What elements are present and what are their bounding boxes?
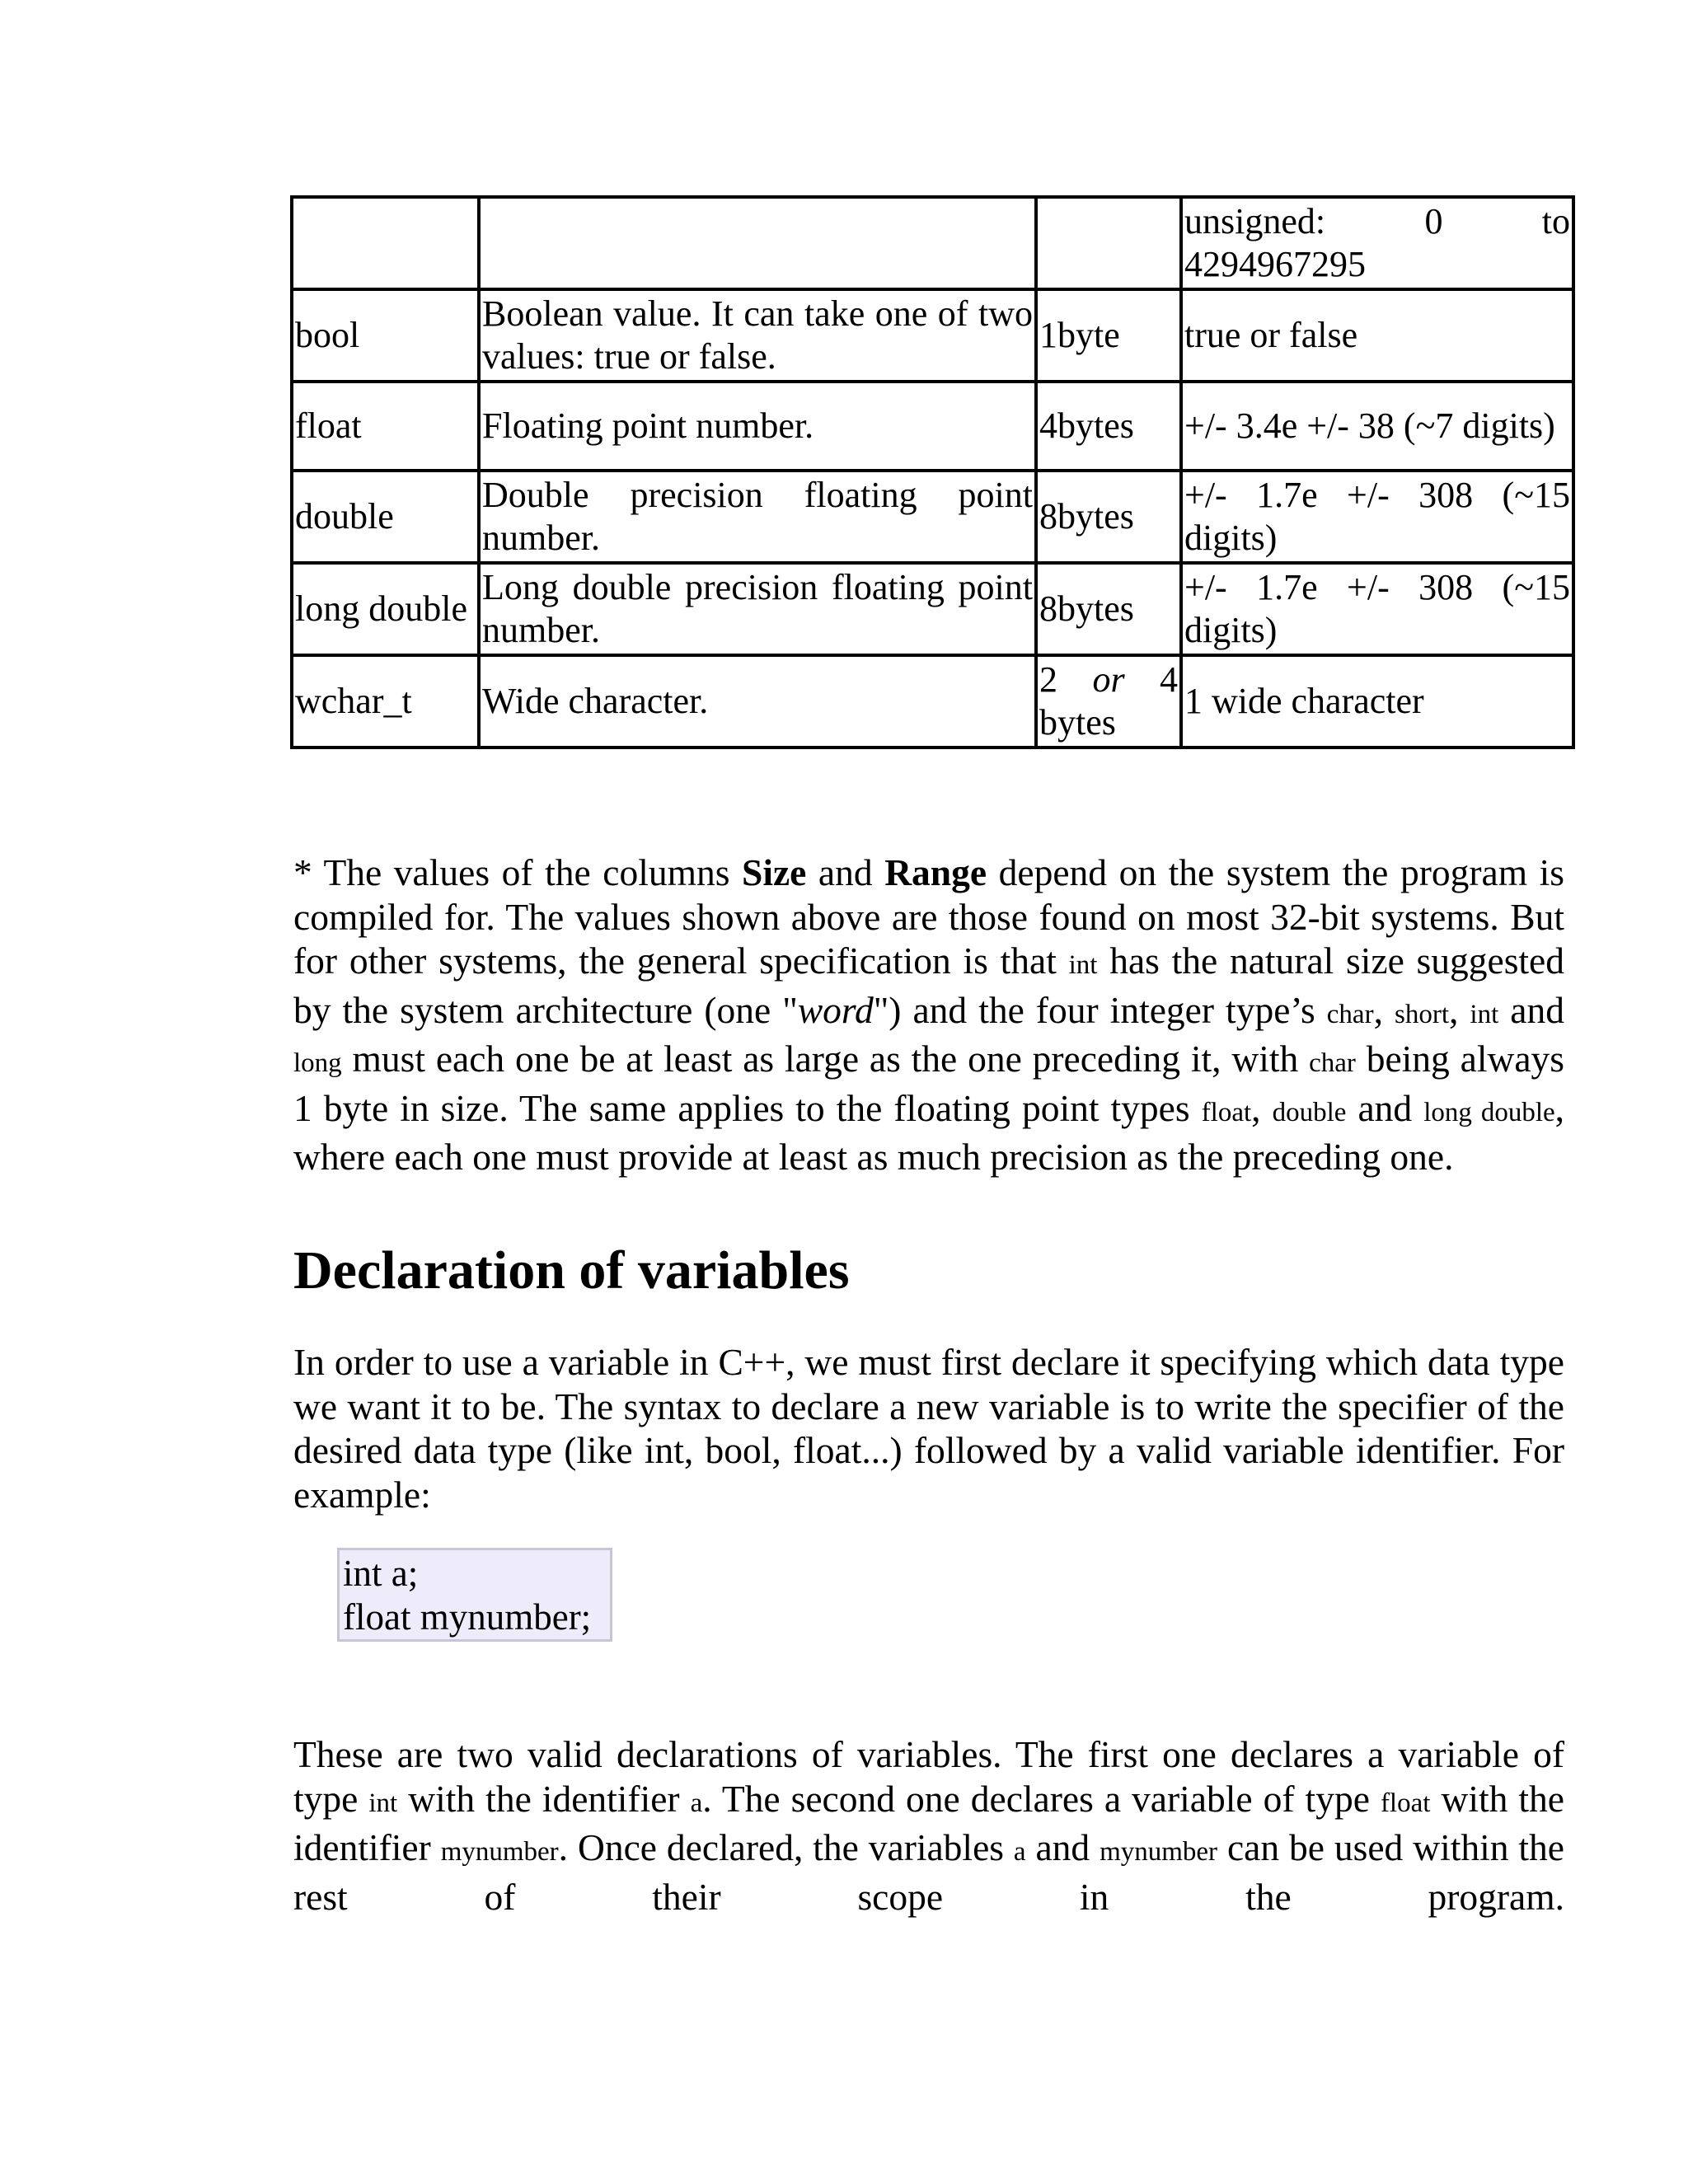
size-range-note — [293, 851, 1564, 1179]
inline-code: short — [1395, 999, 1449, 1029]
code-example-box — [337, 1548, 612, 1642]
size-cell — [1036, 655, 1181, 748]
description-cell: Long double precision floating point number. — [479, 563, 1036, 655]
table-row — [292, 382, 1573, 471]
size-cell — [1036, 197, 1181, 289]
table-row — [292, 563, 1573, 655]
data-types-table — [290, 195, 1575, 749]
description-cell: Boolean value. It can take one of two values: true or false. — [479, 289, 1036, 382]
note-text: * The values of the columns — [293, 851, 743, 893]
closing-text: and — [1025, 1826, 1100, 1868]
range-zero: 0 — [1424, 201, 1443, 241]
note-text: and — [1346, 1086, 1424, 1129]
inline-code: double — [1272, 1097, 1347, 1127]
note-text: and — [1498, 988, 1565, 1031]
range-cell — [1181, 197, 1573, 289]
size-cell: 1byte — [1036, 289, 1181, 382]
closing-text: can be used within the rest of their scope in the program. — [293, 1826, 1564, 1918]
range-label: unsigned: — [1184, 201, 1326, 241]
intro-paragraph: In order to use a variable in C++, we must first declare it specifying which data type we want it to be. The syntax to declare a new variable is to write the specifier of the desired data type (like int, bool, float...) followed by a valid variable identifier. For example: — [293, 1341, 1564, 1516]
inline-code: a — [1013, 1837, 1026, 1867]
type-name-cell — [292, 197, 479, 289]
inline-code: long — [293, 1048, 342, 1078]
size-cell: 8bytes — [1036, 563, 1181, 655]
description-cell — [479, 197, 1036, 289]
type-name-cell: double — [292, 471, 479, 563]
size-unit: bytes — [1039, 702, 1116, 743]
range-max: 4294967295 — [1184, 244, 1366, 284]
note-text: and — [806, 851, 885, 893]
closing-text: with the identifier — [293, 1777, 1564, 1868]
type-name-cell: float — [292, 382, 479, 471]
range-cell: 1 wide character — [1181, 655, 1573, 748]
range-to: to — [1541, 201, 1570, 241]
note-bold-range: Range — [884, 851, 987, 893]
code-line: int a; — [343, 1553, 419, 1594]
closing-text: . Once declared, the variables — [558, 1826, 1014, 1868]
section-heading: Declaration of variables — [293, 1240, 850, 1301]
size-cell: 4bytes — [1036, 382, 1181, 471]
range-cell: true or false — [1181, 289, 1573, 382]
note-text: has the natural size suggested by the system architecture (one " — [293, 940, 1565, 1031]
note-text: , — [1373, 988, 1395, 1031]
type-name-cell: long double — [292, 563, 479, 655]
inline-code: long double — [1423, 1097, 1555, 1127]
table-row — [292, 289, 1573, 382]
table-row — [292, 197, 1573, 289]
note-text: , — [1251, 1086, 1273, 1129]
inline-code: char — [1309, 1048, 1356, 1078]
note-text: , — [1449, 988, 1470, 1031]
closing-text: with the identifier — [397, 1777, 691, 1820]
inline-code: a — [690, 1788, 703, 1818]
inline-code: float — [1380, 1788, 1431, 1818]
note-bold-size: Size — [742, 851, 807, 893]
size-num: 2 — [1039, 659, 1057, 700]
description-cell: Double precision floating point number. — [479, 471, 1036, 563]
inline-code: char — [1326, 999, 1374, 1029]
note-text: ") and the four integer type’s — [873, 988, 1327, 1031]
table-row — [292, 655, 1573, 748]
inline-code: float — [1201, 1097, 1252, 1127]
note-italic-word: word — [797, 988, 874, 1031]
inline-code: int — [1470, 999, 1499, 1029]
table-row — [292, 471, 1573, 563]
type-name-cell: bool — [292, 289, 479, 382]
range-cell: +/- 3.4e +/- 38 (~7 digits) — [1181, 382, 1573, 471]
inline-code: mynumber — [440, 1837, 559, 1867]
inline-code: int — [1068, 950, 1098, 980]
size-cell: 8bytes — [1036, 471, 1181, 563]
closing-text: . The second one declares a variable of type — [702, 1777, 1381, 1820]
size-num: 4 — [1160, 659, 1178, 700]
note-text: depend on the system the program is compiled for. The values shown above are those found on most 32-bit systems. But for other systems, the general specification is that — [293, 851, 1565, 982]
closing-text: These are two valid declarations of variables. The first one declares a variable of type — [293, 1733, 1564, 1820]
range-cell: +/- 1.7e +/- 308 (~15 digits) — [1181, 471, 1573, 563]
range-cell: +/- 1.7e +/- 308 (~15 digits) — [1181, 563, 1573, 655]
type-name-cell: wchar_t — [292, 655, 479, 748]
note-text: , where each one must provide at least as much precision as the preceding one. — [293, 1086, 1565, 1178]
inline-code: int — [368, 1788, 398, 1818]
closing-paragraph — [293, 1732, 1564, 1919]
description-cell: Wide character. — [479, 655, 1036, 748]
note-text: being always 1 byte in size. The same applies to the floating point types — [293, 1038, 1564, 1129]
description-cell: Floating point number. — [479, 382, 1036, 471]
inline-code: mynumber — [1100, 1837, 1218, 1867]
code-line: float mynumber; — [343, 1596, 592, 1638]
note-text: must each one be at least as large as the one preceding it, with — [341, 1038, 1310, 1080]
size-or: or — [1092, 659, 1125, 700]
